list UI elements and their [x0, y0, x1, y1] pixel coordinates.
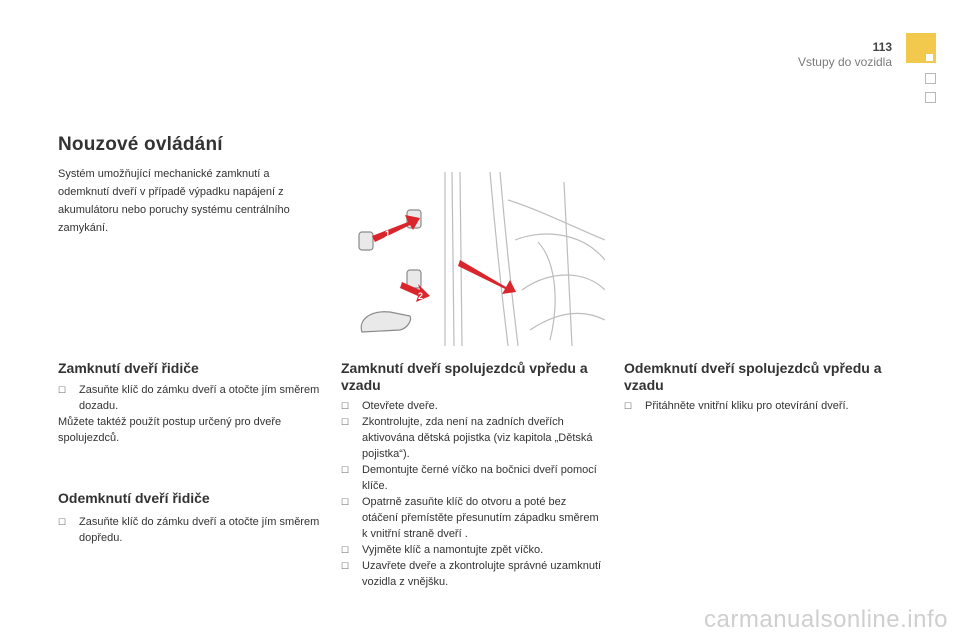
- unlock-driver-title: Odemknutí dveří řidiče: [58, 490, 210, 506]
- watermark: carmanualsonline.info: [704, 606, 948, 633]
- list-item: ☐ Uzavřete dveře a zkontrolujte správné uzamknutí vozidla z vnějšku.: [341, 558, 603, 590]
- list-item: ☐ Zkontrolujte, zda není na zadních dveřích aktivována dětská pojistka (viz kapitola „Dětská pojistka“).: [341, 414, 603, 462]
- list-item: ☐ Vyjměte klíč a namontujte zpět víčko.: [341, 542, 603, 558]
- door-lock-illustration: [350, 170, 605, 346]
- lock-driver-note: Můžete taktéž použít postup určený pro dveře spolujezdců.: [58, 416, 282, 444]
- door-lock-drawing: [350, 170, 605, 346]
- lock-driver-title: Zamknutí dveří řidiče: [58, 360, 199, 376]
- list-item: ☐ Otevřete dveře.: [341, 398, 603, 414]
- chapter-tab-empty-2[interactable]: [925, 92, 936, 103]
- page-title: Nouzové ovládání: [58, 134, 223, 155]
- list-item: ☐ Demontujte černé víčko na bočnici dveří pomocí klíče.: [341, 462, 603, 494]
- lock-driver-steps: [58, 382, 320, 414]
- intro-text: Systém umožňující mechanické zamknutí a odemknutí dveří v případě výpadku napájení z akumulátoru nebo poruchy systému centrálního zamykání.: [58, 168, 290, 234]
- lock-passenger-title: Zamknutí dveří spolujezdců vpředu a vzadu: [341, 360, 588, 393]
- unlock-passenger-steps: [624, 398, 894, 414]
- tab-dot-icon: [926, 54, 933, 61]
- list-item: ☐ Přitáhněte vnitřní kliku pro otevírání dveří.: [624, 398, 894, 414]
- callout-1-label: 1: [385, 229, 391, 239]
- page-number: 113: [872, 40, 892, 54]
- chapter-tab-active[interactable]: [906, 33, 936, 63]
- unlock-passenger-title: Odemknutí dveří spolujezdců vpředu a vzadu: [624, 360, 882, 393]
- chapter-title: Vstupy do vozidla: [797, 55, 892, 69]
- list-item: ☐ Zasuňte klíč do zámku dveří a otočte jím směrem dozadu.: [58, 382, 320, 414]
- lock-passenger-steps: [341, 398, 603, 590]
- list-item: ☐ Opatrně zasuňte klíč do otvoru a poté bez otáčení přemístěte přesunutím západku směrem k vnitřní straně dveří .: [341, 494, 603, 542]
- unlock-driver-steps: [58, 514, 320, 546]
- chapter-tab-empty-1[interactable]: [925, 73, 936, 84]
- list-item: ☐ Zasuňte klíč do zámku dveří a otočte jím směrem dopředu.: [58, 514, 320, 546]
- callout-2-label: 2: [418, 291, 424, 301]
